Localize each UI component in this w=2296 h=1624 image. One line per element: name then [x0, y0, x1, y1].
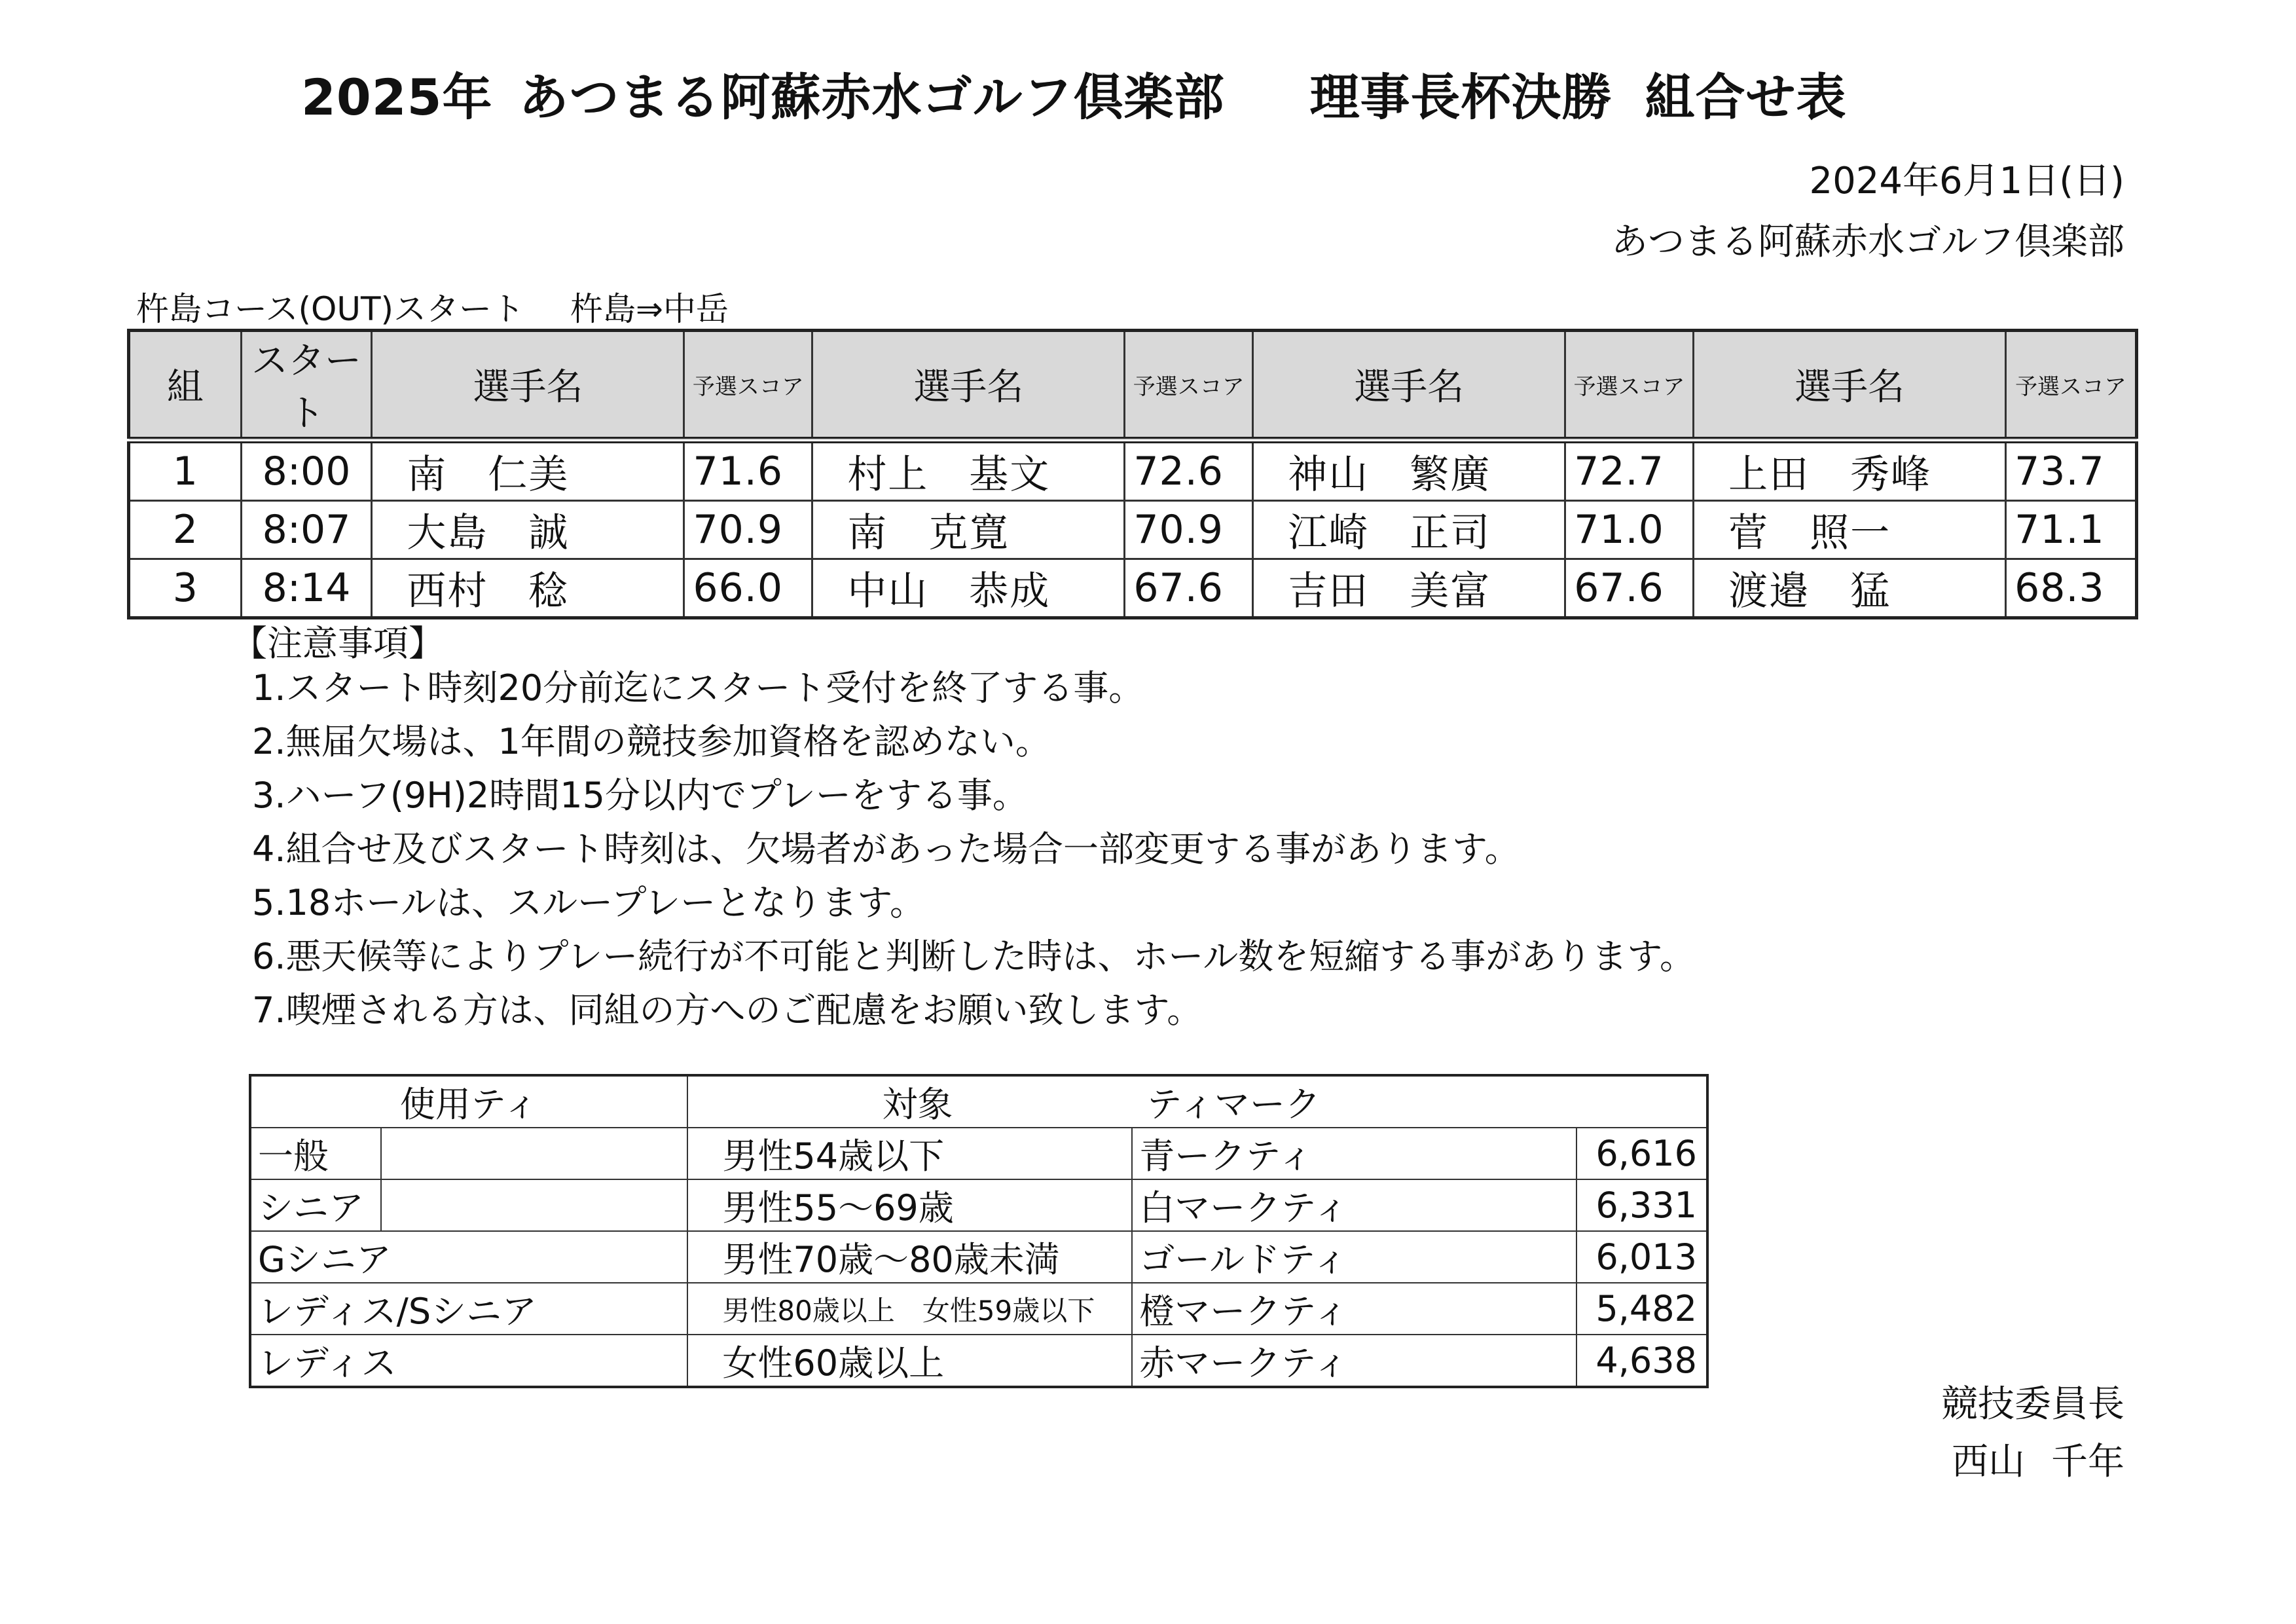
tee-target: 男性70歳～80歳未満 [687, 1231, 1132, 1283]
table-row [250, 1335, 1707, 1387]
qualifying-score: 72.7 [1565, 440, 1694, 501]
tee-mark: ゴールドティ [1132, 1231, 1576, 1283]
start-time: 8:14 [241, 559, 372, 618]
player-name: 菅 照一 [1694, 501, 2006, 559]
signature-given-name: 千年 [2051, 1441, 2124, 1483]
tee-mark: 白マークティ [1132, 1179, 1576, 1231]
player-name: 上田 秀峰 [1694, 440, 2006, 501]
tee-target: 男性80歳以上 女性59歳以下 [687, 1283, 1132, 1335]
title-year: 2025年 [301, 68, 493, 126]
header-player: 選手名 [1253, 331, 1565, 441]
player-name: 神山 繁廣 [1253, 440, 1565, 501]
header-score: 予選スコア [684, 331, 812, 441]
signature-family-name: 西山 [1952, 1441, 2025, 1483]
qualifying-score: 73.7 [2006, 440, 2137, 501]
tee-category: レディス/Sシニア [250, 1283, 687, 1335]
group-number: 1 [129, 440, 242, 501]
course-yardage: 5,482 [1576, 1283, 1707, 1335]
header-tee-used: 使用ティ [250, 1075, 687, 1128]
course-start-label: 杵島コース(OUT)スタート [136, 290, 525, 328]
title-event: 理事長杯決勝 [1309, 68, 1613, 126]
player-name: 村上 基文 [812, 440, 1125, 501]
tee-category: シニア [250, 1179, 381, 1231]
list-item: 6.悪天候等によりプレー続行が不可能と判断した時は、ホール数を短縮する事があります。 [252, 936, 1695, 977]
group-number: 3 [129, 559, 242, 618]
list-item: 7.喫煙される方は、同組の方へのご配慮をお願い致します。 [252, 989, 1203, 1031]
player-name: 中山 恭成 [812, 559, 1125, 618]
title-doc: 組合せ表 [1645, 68, 1847, 126]
header-tee-mark: ティマーク [1146, 1084, 1321, 1125]
signature-name [1952, 1433, 2124, 1485]
qualifying-score: 72.6 [1125, 440, 1253, 501]
table-row [250, 1128, 1707, 1179]
course-yardage: 6,616 [1576, 1128, 1707, 1179]
qualifying-score: 70.9 [1125, 501, 1253, 559]
qualifying-score: 71.1 [2006, 501, 2137, 559]
qualifying-score: 66.0 [684, 559, 812, 618]
notes-list [252, 661, 1695, 1037]
document-date: 2024年6月1日(日) [1809, 160, 2124, 202]
group-number: 2 [129, 501, 242, 559]
tee-category: Gシニア [250, 1231, 687, 1283]
tee-category: レディス [250, 1335, 687, 1387]
empty-cell [381, 1128, 688, 1179]
course-yardage: 6,013 [1576, 1231, 1707, 1283]
header-target: 対象 [882, 1084, 953, 1125]
tee-category: 一般 [250, 1128, 381, 1179]
qualifying-score: 68.3 [2006, 559, 2137, 618]
header-score: 予選スコア [1565, 331, 1694, 441]
qualifying-score: 71.6 [684, 440, 812, 501]
header-player: 選手名 [372, 331, 684, 441]
tee-target: 男性54歳以下 [687, 1128, 1132, 1179]
list-item: 1.スタート時刻20分前迄にスタート受付を終了する事。 [252, 667, 1144, 709]
qualifying-score: 71.0 [1565, 501, 1694, 559]
tee-mark: 赤マークティ [1132, 1335, 1576, 1387]
list-item: 3.ハーフ(9H)2時間15分以内でプレーをする事。 [252, 775, 1028, 816]
course-yardage: 6,331 [1576, 1179, 1707, 1231]
title-club: あつまる阿蘇赤水ゴルフ倶楽部 [519, 68, 1225, 126]
player-name: 西村 稔 [372, 559, 684, 618]
course-route: 杵島⇒中岳 [570, 290, 729, 328]
header-start: スタート [241, 331, 372, 441]
player-name: 南 克寛 [812, 501, 1125, 559]
qualifying-score: 67.6 [1565, 559, 1694, 618]
header-score: 予選スコア [1125, 331, 1253, 441]
table-row [129, 501, 2137, 559]
pairings-table [127, 329, 2138, 619]
header-score: 予選スコア [2006, 331, 2137, 441]
player-name: 渡邉 猛 [1694, 559, 2006, 618]
table-row [250, 1179, 1707, 1231]
list-item: 4.組合せ及びスタート時刻は、欠場者があった場合一部変更する事があります。 [252, 828, 1520, 870]
tee-target: 女性60歳以上 [687, 1335, 1132, 1387]
header-target-mark [687, 1075, 1707, 1128]
start-time: 8:00 [241, 440, 372, 501]
table-row [250, 1283, 1707, 1335]
player-name: 吉田 美富 [1253, 559, 1565, 618]
tee-mark: 青ークティ [1132, 1128, 1576, 1179]
start-time: 8:07 [241, 501, 372, 559]
qualifying-score: 70.9 [684, 501, 812, 559]
header-group: 組 [129, 331, 242, 441]
page-title [301, 58, 1847, 129]
notes-heading: 【注意事項】 [232, 623, 444, 664]
course-yardage: 4,638 [1576, 1335, 1707, 1387]
tee-table [249, 1074, 1709, 1388]
qualifying-score: 67.6 [1125, 559, 1253, 618]
signature-role: 競技委員長 [1941, 1383, 2124, 1426]
table-row [129, 559, 2137, 618]
player-name: 大島 誠 [372, 501, 684, 559]
empty-cell [381, 1179, 688, 1231]
tee-mark: 橙マークティ [1132, 1283, 1576, 1335]
tee-target: 男性55～69歳 [687, 1179, 1132, 1231]
table-row [129, 440, 2137, 501]
tee-header-row [250, 1075, 1707, 1128]
pairings-header-row [129, 331, 2137, 441]
list-item: 5.18ホールは、スループレーとなります。 [252, 882, 925, 923]
table-row [250, 1231, 1707, 1283]
course-start-info [136, 283, 729, 330]
header-player: 選手名 [812, 331, 1125, 441]
list-item: 2.無届欠場は、1年間の競技参加資格を認めない。 [252, 721, 1051, 762]
organizer-name: あつまる阿蘇赤水ゴルフ倶楽部 [1611, 221, 2124, 263]
header-player: 選手名 [1694, 331, 2006, 441]
player-name: 南 仁美 [372, 440, 684, 501]
player-name: 江崎 正司 [1253, 501, 1565, 559]
